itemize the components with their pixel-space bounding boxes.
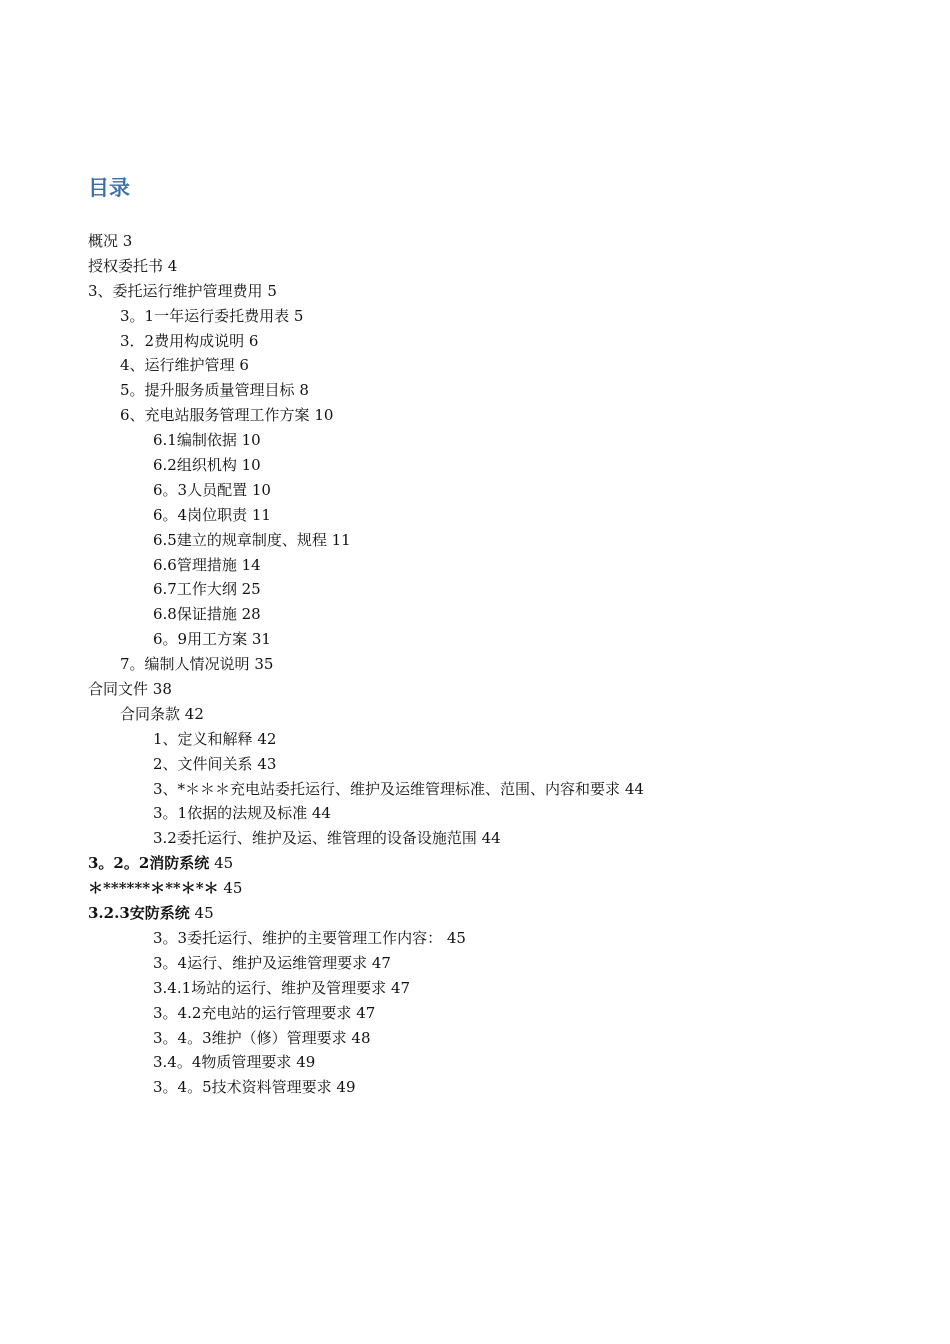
- toc-entry-page-number: 4: [167, 256, 178, 275]
- toc-entry-title: 3.2委托运行、维护及运、维管理的设备设施范围: [153, 829, 477, 848]
- toc-entry-page-number: 11: [251, 505, 271, 524]
- toc-entry[interactable]: [88, 329, 888, 354]
- toc-entry-title: 6、充电站服务管理工作方案: [120, 406, 310, 425]
- toc-entry-title: 3.2.3安防系统: [88, 904, 190, 923]
- toc-entry-title: 3。3委托运行、维护的主要管理工作内容：: [153, 928, 443, 947]
- toc-entry-title: 6。9用工方案: [153, 630, 248, 649]
- toc-entry-page-number: 25: [241, 580, 261, 599]
- toc-entry-title: 3。4运行、维护及运维管理要求: [153, 953, 368, 972]
- toc-entry-title: 3。2。2消防系统: [88, 854, 210, 873]
- toc-entry[interactable]: [88, 777, 888, 802]
- toc-entry-title: 1、定义和解释: [153, 729, 253, 748]
- toc-entry[interactable]: [88, 801, 888, 826]
- toc-entry-page-number: 42: [257, 729, 277, 748]
- toc-entry-title: 2、文件间关系: [153, 754, 253, 773]
- toc-entry-page-number: 6: [248, 331, 259, 350]
- toc-entry-title: 3．2费用构成说明: [120, 331, 245, 350]
- toc-entry-page-number: 5: [267, 281, 277, 300]
- toc-entry[interactable]: [88, 528, 888, 553]
- toc-entry-title: ＊******＊**＊*＊: [88, 879, 219, 898]
- toc-entry-page-number: 28: [241, 605, 261, 624]
- toc-entry-page-number: 49: [336, 1078, 356, 1097]
- toc-entry-page-number: 44: [311, 804, 331, 823]
- toc-entry-title: 4、运行维护管理: [120, 356, 235, 375]
- toc-entry-page-number: 45: [223, 879, 243, 898]
- toc-entry-page-number: 10: [241, 431, 261, 450]
- toc-entry[interactable]: [88, 428, 888, 453]
- toc-entry[interactable]: [88, 254, 888, 279]
- toc-entry-title: 3。4。5技术资料管理要求: [153, 1078, 332, 1097]
- toc-entry[interactable]: [88, 851, 888, 876]
- toc-entry[interactable]: [88, 976, 888, 1001]
- toc-entry-page-number: 10: [251, 480, 271, 499]
- toc-entry-page-number: 44: [481, 829, 501, 848]
- toc-entry[interactable]: [88, 353, 888, 378]
- toc-entry-page-number: 47: [390, 978, 411, 997]
- toc-entry[interactable]: [88, 1050, 888, 1075]
- toc-entry[interactable]: [88, 304, 888, 329]
- toc-entry-page-number: 45: [194, 904, 214, 923]
- toc-entry-page-number: 14: [241, 555, 261, 574]
- toc-entry-title: 6.5建立的规章制度、规程: [153, 530, 327, 549]
- toc-entry-title: 6。3人员配置: [153, 480, 248, 499]
- toc-entry[interactable]: [88, 453, 888, 478]
- toc-entry-page-number: 42: [184, 704, 204, 723]
- toc-entry-title: 6.6管理措施: [153, 555, 237, 574]
- toc-entry-page-number: 10: [314, 406, 334, 425]
- toc-entry[interactable]: [88, 926, 888, 951]
- toc-entry[interactable]: [88, 652, 888, 677]
- toc-entry-page-number: 11: [331, 530, 351, 549]
- toc-entry-title: 合同文件: [88, 680, 149, 699]
- toc-entry-page-number: 35: [254, 655, 274, 674]
- toc-entry-page-number: 31: [251, 630, 271, 649]
- toc-title: 目录: [88, 176, 130, 200]
- toc-entry[interactable]: [88, 727, 888, 752]
- toc-entry-title: 3、*＊＊＊充电站委托运行、维护及运维管理标准、范围、内容和要求: [153, 779, 621, 798]
- toc-entry-title: 7。编制人情况说明: [120, 655, 250, 674]
- toc-entry-title: 6.7工作大纲: [153, 580, 237, 599]
- toc-entry-title: 3、委托运行维护管理费用: [88, 281, 263, 300]
- toc-entry[interactable]: [88, 478, 888, 503]
- toc-list: [88, 229, 888, 1100]
- toc-entry[interactable]: [88, 1001, 888, 1026]
- toc-entry[interactable]: [88, 602, 888, 627]
- toc-entry[interactable]: [88, 279, 888, 304]
- toc-entry-page-number: 47: [356, 1003, 376, 1022]
- toc-entry-title: 3.4。4物质管理要求: [153, 1053, 292, 1072]
- toc-entry-title: 合同条款: [120, 704, 181, 723]
- toc-entry-title: 5。提升服务质量管理目标: [120, 381, 295, 400]
- toc-entry-title: 概况: [88, 232, 119, 250]
- toc-entry[interactable]: [88, 702, 888, 727]
- toc-entry-title: 3。4。3维护（修）管理要求: [153, 1028, 347, 1047]
- toc-entry[interactable]: [88, 577, 888, 602]
- toc-entry-title: 6.1编制依据: [153, 431, 237, 450]
- toc-entry-page-number: 45: [214, 854, 234, 873]
- toc-entry-title: 3.4.1场站的运行、维护及管理要求: [153, 978, 387, 997]
- toc-entry-page-number: 43: [257, 754, 277, 773]
- toc-entry-page-number: 49: [296, 1053, 316, 1072]
- toc-entry[interactable]: [88, 876, 888, 901]
- toc-entry-page-number: 38: [152, 680, 172, 699]
- toc-entry-page-number: 3: [122, 232, 133, 250]
- toc-entry-title: 6。4岗位职责: [153, 505, 248, 524]
- toc-entry-title: 3。1依据的法规及标准: [153, 804, 308, 823]
- toc-entry[interactable]: [88, 901, 888, 926]
- toc-entry-page-number: 8: [299, 381, 309, 400]
- toc-entry[interactable]: [88, 403, 888, 428]
- toc-entry-page-number: 10: [241, 456, 261, 475]
- toc-entry-title: 授权委托书: [88, 256, 164, 275]
- toc-entry-title: 3。1一年运行委托费用表: [120, 306, 290, 325]
- toc-entry[interactable]: [88, 229, 888, 254]
- toc-entry-page-number: 44: [624, 779, 644, 798]
- toc-entry[interactable]: [88, 1026, 888, 1051]
- toc-entry[interactable]: [88, 826, 888, 851]
- toc-entry-page-number: 45: [446, 928, 466, 947]
- toc-entry[interactable]: [88, 627, 888, 652]
- toc-entry[interactable]: [88, 553, 888, 578]
- toc-entry[interactable]: [88, 752, 888, 777]
- toc-entry-title: 6.2组织机构: [153, 456, 237, 475]
- toc-entry-title: 3。4.2充电站的运行管理要求: [153, 1003, 352, 1022]
- toc-entry[interactable]: [88, 503, 888, 528]
- toc-entry[interactable]: [88, 378, 888, 403]
- toc-entry-page-number: 47: [371, 953, 391, 972]
- toc-entry-page-number: 48: [351, 1028, 371, 1047]
- toc-entry[interactable]: [88, 951, 888, 976]
- toc-entry-page-number: 5: [293, 306, 304, 325]
- toc-entry[interactable]: [88, 677, 888, 702]
- toc-entry[interactable]: [88, 1075, 888, 1100]
- toc-entry-title: 6.8保证措施: [153, 605, 237, 624]
- toc-entry-page-number: 6: [239, 356, 249, 375]
